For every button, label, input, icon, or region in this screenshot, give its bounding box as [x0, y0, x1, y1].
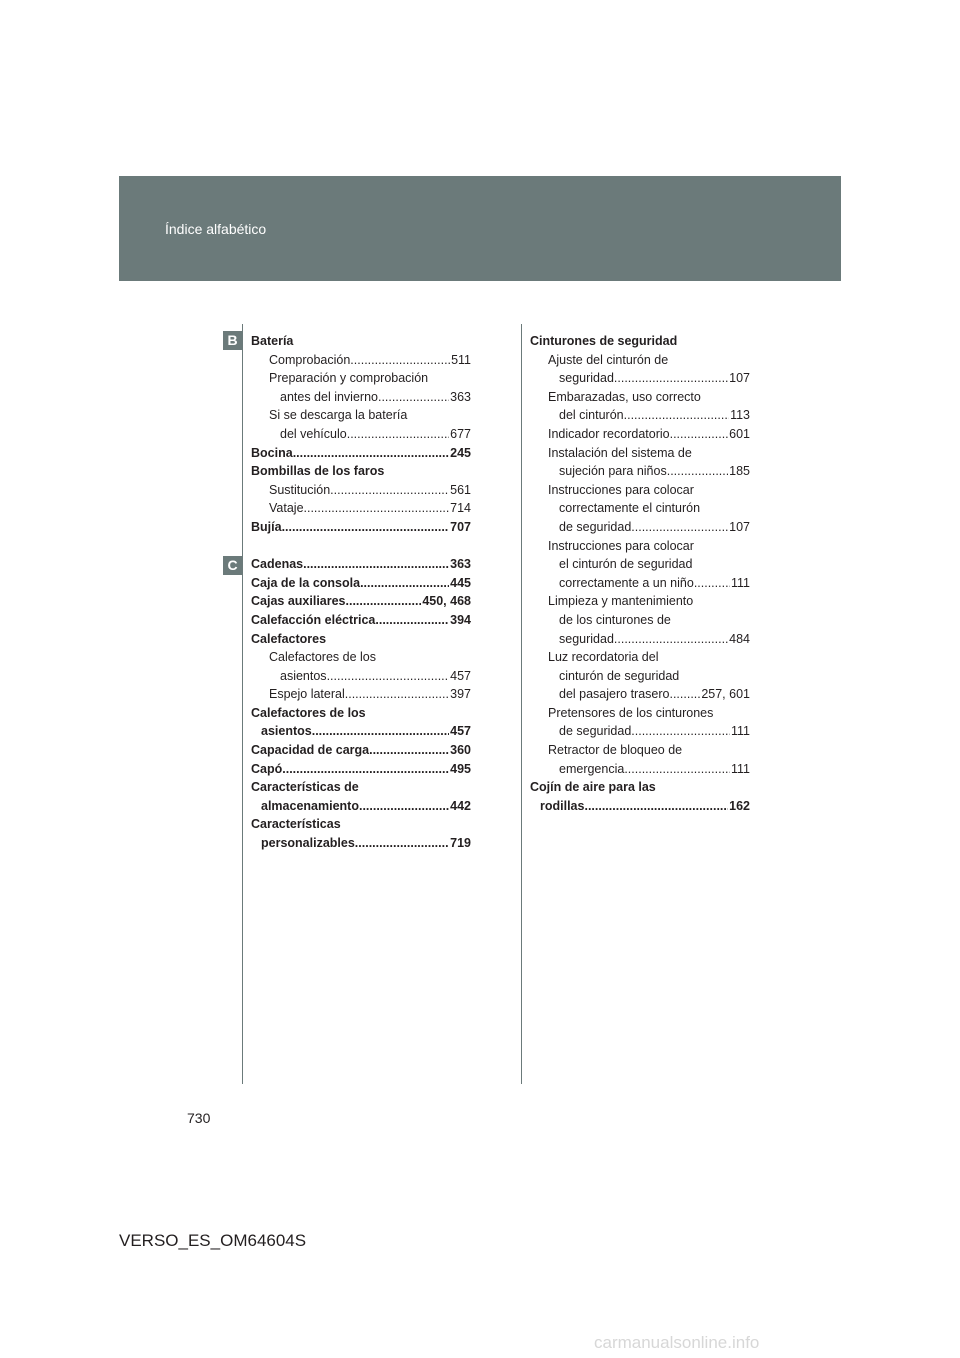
index-entry [530, 574, 750, 593]
dot-leader [304, 499, 450, 518]
entry-term: Indicador recordatorio [548, 426, 670, 441]
index-entry [530, 760, 750, 779]
dot-leader [369, 741, 449, 760]
entry-term: de seguridad [559, 724, 632, 739]
dot-leader [346, 592, 422, 611]
index-entry [251, 611, 471, 630]
dot-leader [282, 760, 449, 779]
entry-page: 107 [729, 519, 750, 534]
index-entry [251, 518, 471, 537]
index-entry [530, 462, 750, 481]
entry-page: 719 [450, 836, 471, 851]
entry-page: 162 [729, 798, 750, 813]
entry-term: Caja de la consola [251, 575, 361, 590]
entry-page: 360 [450, 743, 471, 758]
entry-term: correctamente a un niño [559, 575, 694, 590]
entry-page: 442 [450, 798, 471, 813]
dot-leader [327, 667, 450, 686]
dot-leader [303, 555, 449, 574]
index-entry [251, 351, 471, 370]
entry-term: Bujía [251, 519, 282, 534]
index-entry: Luz recordatoria del [548, 650, 659, 665]
entry-page: 107 [729, 371, 750, 386]
dot-leader [667, 462, 728, 481]
dot-leader [670, 425, 729, 444]
entry-term: del vehículo [280, 426, 347, 441]
section-gap [251, 537, 471, 556]
entry-term: sujeción para niños [559, 464, 667, 479]
entry-term: Cadenas [251, 557, 304, 572]
index-entry: Batería [251, 334, 294, 348]
dot-leader [355, 834, 449, 853]
section-letter-c: C [223, 556, 242, 575]
index-entry [530, 722, 750, 741]
index-entry [251, 555, 471, 574]
entry-term: del pasajero trasero [559, 687, 670, 702]
index-entry [251, 574, 471, 593]
entry-term: personalizables [261, 836, 355, 851]
index-entry: Embarazadas, uso correcto [548, 389, 701, 404]
entry-term: Espejo lateral [269, 687, 345, 702]
index-entry: Cojín de aire para las [530, 780, 656, 795]
entry-page: 450, 468 [422, 594, 471, 609]
index-entry [530, 797, 750, 816]
dot-leader [631, 518, 728, 537]
index-entry [530, 406, 750, 425]
dot-leader [584, 797, 728, 816]
entry-term: Sustitución [269, 482, 331, 497]
index-entry: Pretensores de los cinturones [548, 705, 714, 720]
entry-page: 511 [451, 352, 471, 367]
index-entry: Características de [251, 780, 359, 795]
index-entry [251, 444, 471, 463]
dot-leader [350, 351, 450, 370]
dot-leader [669, 685, 700, 704]
index-entry [530, 369, 750, 388]
index-entry: el cinturón de seguridad [559, 557, 693, 572]
index-entry [251, 834, 471, 853]
entry-term: seguridad [559, 631, 614, 646]
dot-leader [345, 685, 449, 704]
index-entry [530, 685, 750, 704]
index-entry: Retractor de bloqueo de [548, 743, 683, 758]
header-title: Índice alfabético [165, 221, 267, 237]
entry-page: 561 [450, 482, 471, 497]
dot-leader [330, 481, 449, 500]
entry-page: 113 [730, 408, 750, 423]
entry-term: Comprobación [269, 352, 351, 367]
entry-page: 457 [450, 724, 471, 739]
entry-page: 111 [730, 575, 750, 590]
index-entry: Calefactores de los [251, 705, 366, 720]
index-entry: correctamente el cinturón [559, 501, 701, 516]
entry-page: 707 [450, 519, 471, 534]
index-entry: Limpieza y mantenimiento [548, 594, 694, 609]
entry-term: Capó [251, 761, 283, 776]
index-entry [530, 425, 750, 444]
entry-term: rodillas [540, 798, 585, 813]
entry-page: 257, 601 [701, 687, 750, 702]
index-entry [251, 592, 471, 611]
column-divider-middle [521, 324, 522, 1084]
entry-page: 484 [729, 631, 750, 646]
page-number: 730 [187, 1110, 211, 1126]
entry-term: asientos [280, 668, 327, 683]
entry-page: 185 [729, 464, 750, 479]
dot-leader [282, 518, 450, 537]
entry-page: 677 [450, 426, 471, 441]
document-code: VERSO_ES_OM64604S [119, 1231, 307, 1250]
dot-leader [631, 722, 730, 741]
index-entry [251, 760, 471, 779]
dot-leader [347, 425, 449, 444]
entry-term: seguridad [559, 371, 614, 386]
dot-leader [624, 760, 730, 779]
index-entry [530, 518, 750, 537]
entry-page: 111 [730, 724, 750, 739]
dot-leader [360, 574, 449, 593]
dot-leader [359, 797, 449, 816]
watermark: carmanualsonline.info [594, 1333, 760, 1352]
entry-term: almacenamiento [261, 798, 359, 813]
entry-term: Capacidad de carga [251, 743, 370, 758]
index-entry: Bombillas de los faros [251, 464, 385, 479]
index-column-right [530, 332, 750, 815]
entry-term: del cinturón [559, 408, 624, 423]
index-entry [251, 425, 471, 444]
entry-term: emergencia [559, 761, 625, 776]
index-entry [251, 741, 471, 760]
dot-leader [694, 574, 730, 593]
index-entry: Preparación y comprobación [269, 371, 429, 386]
entry-page: 363 [450, 557, 471, 572]
entry-term: asientos [261, 724, 312, 739]
index-entry [251, 388, 471, 407]
index-entry: Instrucciones para colocar [548, 482, 694, 497]
index-entry [530, 630, 750, 649]
entry-page: 394 [450, 612, 471, 627]
index-entry: Características [251, 817, 341, 832]
index-entry: Cinturones de seguridad [530, 334, 678, 348]
entry-page: 495 [450, 761, 471, 776]
section-letter-b: B [223, 331, 242, 350]
index-entry [251, 797, 471, 816]
entry-term: antes del invierno [280, 389, 378, 404]
index-entry [251, 499, 471, 518]
entry-page: 601 [729, 426, 750, 441]
dot-leader [614, 630, 728, 649]
dot-leader [614, 369, 728, 388]
index-entry: Calefactores de los [269, 650, 377, 665]
dot-leader [378, 388, 449, 407]
entry-page: 245 [450, 445, 471, 460]
column-divider-left [242, 324, 243, 1084]
index-column-left [251, 332, 471, 853]
entry-term: Bocina [251, 445, 293, 460]
index-entry [251, 481, 471, 500]
dot-leader [293, 444, 449, 463]
index-entry [251, 685, 471, 704]
entry-term: Vataje [269, 501, 304, 516]
index-entry: Si se descarga la batería [269, 408, 408, 423]
index-entry: cinturón de seguridad [559, 668, 680, 683]
entry-term: Calefacción eléctrica [251, 612, 376, 627]
index-entry: Instalación del sistema de [548, 445, 692, 460]
header-bar [119, 176, 841, 281]
index-entry: Calefactores [251, 631, 327, 646]
index-entry [251, 722, 471, 741]
entry-page: 457 [450, 668, 471, 683]
entry-page: 445 [450, 575, 471, 590]
dot-leader [624, 406, 729, 425]
index-entry: de los cinturones de [559, 612, 671, 627]
entry-page: 363 [450, 389, 471, 404]
entry-page: 714 [450, 501, 471, 516]
entry-page: 397 [450, 687, 471, 702]
index-entry: Ajuste del cinturón de [548, 352, 669, 367]
index-entry [251, 667, 471, 686]
entry-term: Cajas auxiliares [251, 594, 346, 609]
entry-term: de seguridad [559, 519, 632, 534]
dot-leader [312, 722, 449, 741]
entry-page: 111 [730, 761, 750, 776]
dot-leader [375, 611, 449, 630]
index-entry: Instrucciones para colocar [548, 538, 694, 553]
